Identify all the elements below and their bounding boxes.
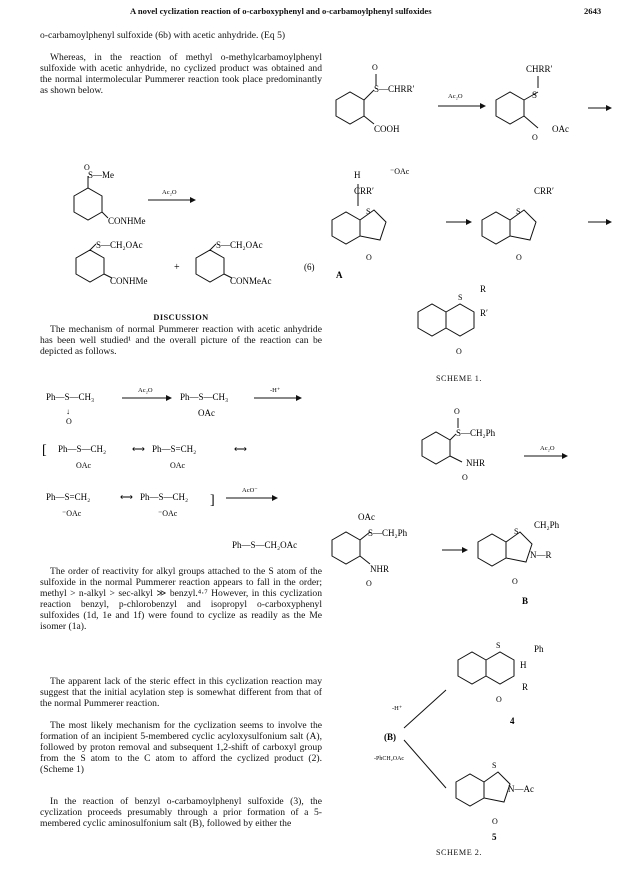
benzene-ring-substrate	[74, 176, 108, 220]
svg-text:O: O	[532, 133, 538, 142]
scheme2-r: R	[522, 682, 529, 692]
svg-text:S: S	[516, 207, 521, 216]
scheme-1	[326, 28, 616, 388]
scheme2-ring-B	[478, 532, 532, 566]
scheme1-ring-intermediate	[482, 210, 536, 244]
label-4: 4	[510, 716, 515, 726]
running-title: A novel cyclization reaction of o-carboxyphenyl and o-carbamoylphenyl sulfoxides	[130, 6, 432, 16]
svg-text:O: O	[366, 579, 372, 588]
svg-text:O: O	[66, 417, 72, 426]
mech-line2-b: Ph—S=CH₂	[152, 444, 197, 454]
mech-line2-a: Ph—S—CH₂	[58, 444, 107, 454]
page-number: 2643	[584, 6, 602, 16]
label-A: A	[336, 270, 343, 280]
svg-text:↓: ↓	[66, 407, 70, 416]
svg-text:O: O	[496, 695, 502, 704]
scheme2-ring-product-5	[456, 772, 510, 806]
scheme2-int-nhr: NHR	[370, 564, 390, 574]
scheme1-oac: OAc	[552, 124, 569, 134]
mech-reagent-aco: AcO⁻	[242, 487, 258, 494]
scheme1-reagent: Ac₂O	[448, 93, 463, 100]
scheme2-int-oac: OAc	[358, 512, 375, 522]
svg-text:O: O	[462, 473, 468, 482]
scheme1-crr-b: CRR′	[534, 186, 554, 196]
svg-text:O: O	[84, 163, 90, 172]
paragraph-6: The most likely mechanism for the cyclization seems to involve the formation of an incipient 5-membered cyclic acyloxysulfonium salt (A), followed by proton removal and subsequent 1,2-shift of carboxyl group from the S atom to the C atom to afford the cyclized product (2). (Scheme 1)	[40, 720, 322, 775]
scheme2-minus-phch2oac: -PhCH₂OAc	[374, 756, 405, 762]
product2-top: S—CH₂OAc	[216, 240, 263, 250]
scheme2-b-ref: (B)	[384, 732, 396, 742]
scheme1-sub-s: S—CHRR′	[374, 84, 415, 94]
scheme1-h: H	[354, 170, 361, 180]
scheme2-reagent: Ac₂O	[540, 445, 555, 452]
label-B: B	[522, 596, 529, 606]
scheme1-rprime: R′	[480, 308, 488, 318]
mech-line1-middle: Ph—S—CH₃	[180, 392, 229, 402]
svg-text:S: S	[366, 207, 371, 216]
paragraph-3: The mechanism of normal Pummerer reaction with acetic anhydride has been well studied¹ and the overall picture of the reaction can be depicted as follows.	[40, 324, 322, 357]
scheme1-crr-a: CRR′	[354, 186, 374, 196]
scheme-2	[326, 400, 616, 846]
scheme1-ring-product	[496, 76, 538, 128]
scheme1-oac-ion: ⁻OAc	[390, 167, 410, 176]
mech-line1-oac: OAc	[198, 408, 215, 418]
svg-text:⟷: ⟷	[120, 492, 133, 502]
scheme-2-caption: SCHEME 2.	[436, 848, 482, 857]
scheme2-ring-substrate	[422, 418, 462, 464]
product1-bottom: CONHMe	[110, 276, 148, 286]
substrate-s-me: S—Me	[88, 170, 115, 180]
scheme1-r: R	[480, 284, 487, 294]
mech-reagent-1: Ac₂O	[138, 387, 153, 394]
svg-text:O: O	[456, 347, 462, 356]
paragraph-7: In the reaction of benzyl o-carbamoylphenyl sulfoxide (3), the cyclization proceeds presumably through a prior formation of a 5-membered cyclic aminosulfonium salt (B), followed by either the	[40, 796, 322, 829]
scheme1-ring-substrate	[336, 74, 376, 124]
svg-text:S: S	[514, 527, 519, 536]
label-5: 5	[492, 832, 497, 842]
mech-line3-b: Ph—S—CH₂	[140, 492, 189, 502]
svg-text:OAc: OAc	[170, 461, 186, 470]
svg-text:⁻OAc: ⁻OAc	[158, 509, 178, 518]
mech-line3-a: Ph—S=CH₂	[46, 492, 91, 502]
scheme2-nhr: NHR	[466, 458, 486, 468]
equation-number-6: (6)	[304, 262, 315, 272]
paragraph-4: The order of reactivity for alkyl groups attached to the S atom of the sulfoxide in the normal Pummerer reaction appears to fall in the order; methyl > n-alkyl > sec-alkyl ≫ benzyl.⁴·⁷ However, in this cyclization reaction benzyl, p-chlorobenzyl and isopropyl o-carboxyphenyl sulfoxides (1d, 1e and 1f) were found to cyclize as readily as the Me isomer (1a).	[40, 566, 322, 632]
scheme2-s-ch2ph: S—CH₂Ph	[456, 428, 496, 438]
scheme2-ring-product-4	[458, 652, 514, 684]
svg-text:O: O	[454, 407, 460, 416]
svg-text:OAc: OAc	[76, 461, 92, 470]
paragraph-1: o-carbamoylphenyl sulfoxide (6b) with acetic anhydride. (Eq 5)	[40, 30, 286, 41]
plus-sign: +	[174, 262, 180, 273]
mech-line1-start: Ph—S—CH₃	[46, 392, 95, 402]
svg-text:O: O	[512, 577, 518, 586]
scheme2-h: H	[520, 660, 527, 670]
svg-text:]: ]	[210, 493, 215, 508]
mech-minus-h: -H⁺	[270, 387, 281, 394]
svg-text:⟷: ⟷	[234, 444, 247, 454]
svg-text:O: O	[492, 817, 498, 826]
svg-text:O: O	[372, 63, 378, 72]
scheme2-minus-h: -H⁺	[392, 705, 403, 712]
substrate-conhme: CONHMe	[108, 216, 146, 226]
svg-text:O: O	[516, 253, 522, 262]
scheme2-ring-intermediate	[332, 532, 370, 564]
product2-bottom: CONMeAc	[230, 276, 272, 286]
scheme2-b-ch2ph: CH₂Ph	[534, 520, 560, 530]
svg-text:⟷: ⟷	[132, 444, 145, 454]
scheme2-int-s: S—CH₂Ph	[368, 528, 408, 538]
scheme1-cooh: COOH	[374, 124, 400, 134]
scheme-1-caption: SCHEME 1.	[436, 374, 482, 383]
scheme1-ring-final	[418, 304, 474, 336]
scheme2-b-nr: N—R	[530, 550, 552, 560]
reagent-ac2o: Ac₂O	[162, 189, 177, 196]
equation-6	[40, 160, 322, 300]
svg-text:[: [	[42, 443, 47, 458]
discussion-heading: DISCUSSION	[153, 313, 209, 322]
paragraph-5: The apparent lack of the steric effect in this cyclization reaction may suggest that the initial acylation step is somewhat different from that of the normal Pummerer reaction.	[40, 676, 322, 709]
scheme2-n-ac: N—Ac	[508, 784, 534, 794]
svg-text:S: S	[492, 761, 497, 770]
svg-text:S: S	[532, 90, 538, 100]
scheme2-ph: Ph	[534, 644, 544, 654]
svg-text:S: S	[458, 293, 463, 302]
svg-text:O: O	[366, 253, 372, 262]
paragraph-2: Whereas, in the reaction of methyl o-methylcarbamoylphenyl sulfoxide with acetic anhydride, no cyclized product was obtained and the normal intermolecular Pummerer reaction took place predominantly as shown below.	[40, 52, 322, 96]
scheme1-chrr: CHRR′	[526, 64, 553, 74]
pummerer-mechanism	[40, 386, 322, 556]
svg-text:S: S	[496, 641, 501, 650]
product1-top: S—CH₂OAc	[96, 240, 143, 250]
svg-text:⁻OAc: ⁻OAc	[62, 509, 82, 518]
mech-final-product: Ph—S—CH₂OAc	[232, 540, 298, 550]
